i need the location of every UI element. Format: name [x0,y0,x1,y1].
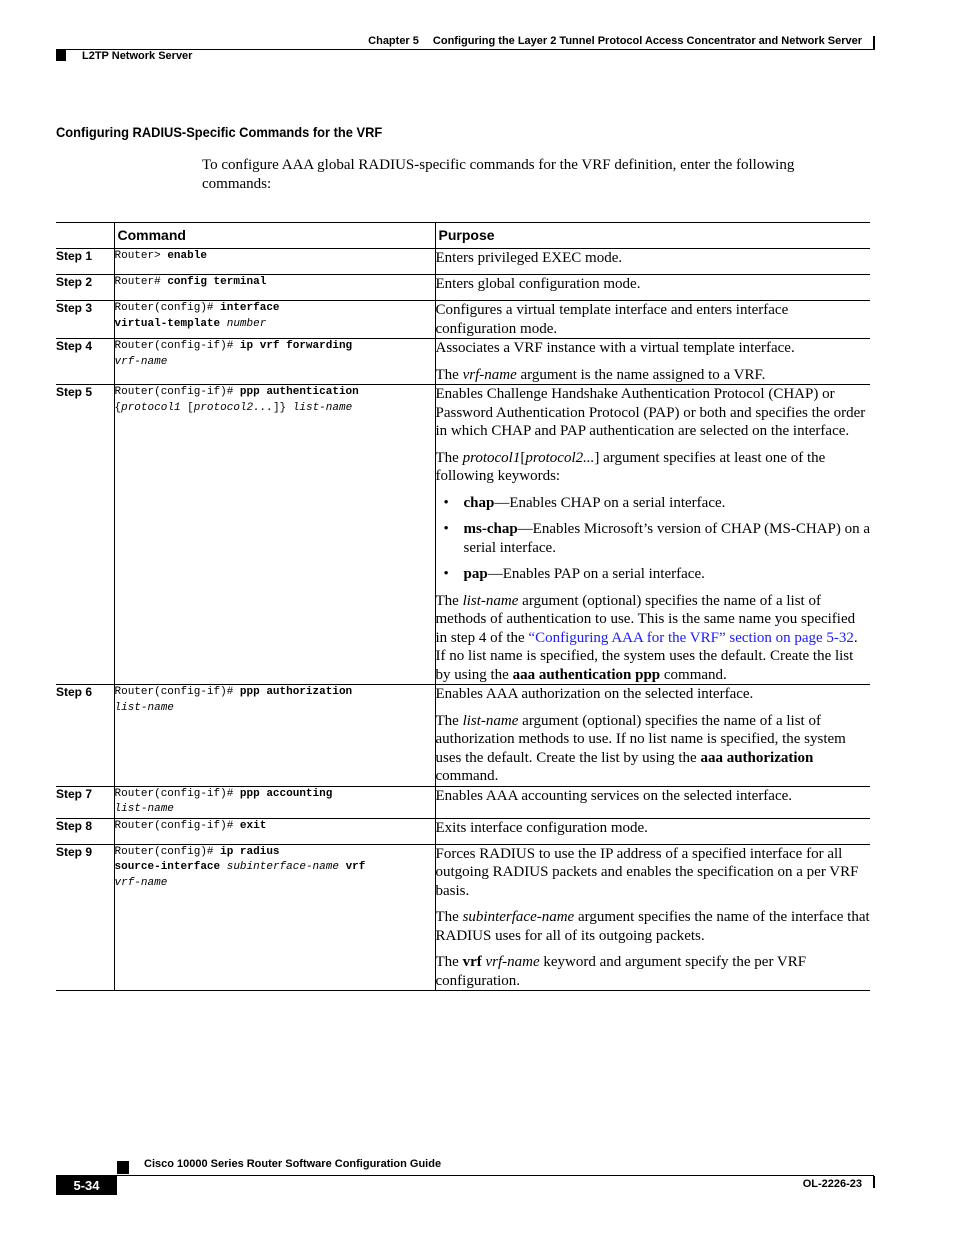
cmd-brace: { [114,401,122,414]
text-run: argument (optional) specifies the name of a list of authorization methods to use. If no list name is specified, the system uses the default. Create the list by using the [435,712,846,766]
cmd-argument: protocol2... [193,401,273,414]
purpose-cell [435,301,870,339]
purpose-cell [435,339,870,385]
text-run: ] argument specifies at least one of the following keywords: [435,449,826,484]
cmd-keyword: virtual-template [114,317,221,330]
purpose-text [436,449,871,486]
command-cell [114,685,435,787]
cross-reference-link[interactable]: “Configuring AAA for the VRF” section on page 5-32 [528,629,854,646]
purpose-text: Exits interface configuration mode. [435,819,648,836]
text-run: —Enables Microsoft’s version of CHAP (MS-CHAP) on a serial interface. [463,521,871,556]
argument-name: subinterface-name [462,909,575,925]
purpose-cell [435,249,870,275]
table-row [56,275,870,301]
purpose-header: Purpose [435,223,870,249]
footer-rule [56,1175,874,1176]
argument-name: protocol2... [525,449,595,466]
step-label: Step 1 [56,249,93,263]
list-item [436,494,871,513]
list-item [436,520,871,557]
steps-table [56,222,870,991]
text-run: The [435,366,463,383]
cmd-prompt: Router(config)# [114,302,221,314]
cmd-argument: list-name [114,803,174,815]
cmd-argument: list-name [114,701,174,714]
table-row [56,844,870,991]
text-run: command. [660,666,727,683]
purpose-cell [435,818,870,844]
text-run: The [435,954,463,970]
command-cell [114,385,435,685]
text-run: The [435,449,463,466]
list-item [436,565,871,584]
purpose-text [436,953,871,990]
text-run: The [435,592,463,609]
cmd-keyword: enable [167,250,207,262]
cmd-keyword: source-interface [114,861,221,873]
purpose-text [436,908,871,945]
command-cell [114,301,435,339]
command-cell [114,339,435,385]
command-header: Command [114,223,435,249]
header-bar [873,36,875,50]
step-label: Step 6 [56,685,93,699]
cmd-argument: subinterface-name [226,861,339,873]
text-run: [ [520,449,526,466]
bullet-icon: • [443,521,449,537]
step-label: Step 5 [56,385,93,399]
command-cell [114,786,435,818]
cmd-keyword: interface [220,302,280,314]
keyword: pap [463,566,488,582]
table-row [56,249,870,275]
cmd-keyword: config terminal [167,276,267,288]
cmd-keyword: ip radius [220,845,280,858]
step-label: Step 3 [56,301,93,315]
table-row [56,385,870,685]
purpose-cell [435,385,870,685]
command-cell [114,249,435,275]
purpose-text: Associates a VRF instance with a virtual template interface. [435,340,795,356]
cmd-prompt: Router(config-if)# [114,787,240,800]
cmd-keyword: exit [239,819,267,832]
page-number: 5-34 [56,1176,117,1195]
chapter-title: Configuring the Layer 2 Tunnel Protocol Access Concentrator and Network Server [432,35,862,47]
header-block [56,50,66,61]
cmd-prompt: Router(config)# [114,845,221,858]
text-run: —Enables PAP on a serial interface. [487,566,705,582]
command-cell [114,275,435,301]
purpose-cell [435,685,870,787]
footer-bar [873,1176,875,1188]
keyword: vrf [462,954,482,970]
step-label: Step 8 [56,818,93,833]
text-run: argument is the name assigned to a VRF. [516,366,766,383]
bullet-icon: • [443,566,449,582]
text-run: . If no list name is specified, the system uses the default. Create the list by using the [435,629,858,683]
table-header-row [56,223,870,249]
cmd-keyword: ppp authentication [239,386,359,398]
argument-name: list-name [462,592,519,609]
argument-name: protocol1 [462,449,521,466]
step-label: Step 4 [56,339,93,353]
text-run: The [435,909,463,925]
purpose-text: Forces RADIUS to use the IP address of a specified interface for all outgoing RADIUS packets and enables the specification on a per VRF basis. [435,845,859,899]
cmd-keyword: ip vrf forwarding [239,340,353,352]
step-label: Step 9 [56,844,93,859]
text-run: command. [435,768,499,784]
intro-paragraph: To configure AAA global RADIUS-specific commands for the VRF definition, enter the following commands: [202,157,795,192]
table-row [56,339,870,385]
cmd-argument: list-name [292,401,353,414]
purpose-cell [435,844,870,991]
section-title: Configuring RADIUS-Specific Commands for the VRF [56,124,383,140]
step-header [56,223,114,249]
cmd-keyword: ppp accounting [239,787,333,800]
table-row [56,685,870,787]
cmd-prompt: Router# [114,276,168,288]
argument-name: vrf-name [462,366,517,383]
keyword: aaa authentication ppp [512,666,661,683]
cmd-argument: vrf-name [114,876,168,889]
command-cell [114,844,435,991]
purpose-text: Configures a virtual template interface and enters interface configuration mode. [435,302,789,337]
text-run: —Enables CHAP on a serial interface. [494,494,726,511]
table-row [56,301,870,339]
footer-block [117,1161,129,1174]
keyword: aaa authorization [700,749,814,766]
purpose-text: Enables Challenge Handshake Authentication Protocol (CHAP) or Password Authentication Protocol (PAP) or both and specifies the order in which CHAP and PAP authentication are selected on the interface. [435,386,866,439]
table-row [56,786,870,818]
cmd-argument: protocol1 [121,401,181,414]
text-run: The [435,712,463,729]
command-cell [114,818,435,844]
keyword-list [436,494,871,584]
purpose-text: Enables AAA authorization on the selected interface. [435,686,754,702]
running-header [368,35,862,47]
cmd-prompt: Router(config-if)# [114,386,240,398]
cmd-prompt: Router(config-if)# [114,819,240,832]
purpose-cell [435,786,870,818]
cmd-bracket: ]} [272,401,293,414]
bullet-icon: • [443,494,449,511]
text-run: argument specifies the name of the interface that RADIUS uses for all of its outgoing packets. [435,909,870,944]
argument-name: list-name [462,712,519,729]
cmd-prompt: Router> [114,250,168,262]
keyword: chap [463,494,495,511]
guide-title: Cisco 10000 Series Router Software Configuration Guide [144,1158,442,1170]
cmd-argument: vrf-name [114,355,168,368]
section-header: L2TP Network Server [82,50,193,62]
cmd-argument: number [226,317,267,330]
purpose-text: Enables AAA accounting services on the selected interface. [435,787,793,804]
cmd-bracket: [ [180,401,194,414]
chapter-label: Chapter 5 [368,35,419,47]
document-code: OL-2226-23 [802,1178,862,1190]
purpose-text [436,712,871,786]
table-row [56,818,870,844]
cmd-keyword: ppp authorization [239,686,353,698]
purpose-text: Enters privileged EXEC mode. [435,250,623,266]
argument-name: vrf-name [485,954,540,970]
text-run: argument (optional) specifies the name of a list of methods of authentication to use. This is the same name you specified in step 4 of the [435,592,856,646]
text-run: keyword and argument specify the per VRF configuration. [435,954,807,989]
step-label: Step 7 [56,786,93,801]
purpose-cell [435,275,870,301]
purpose-text [436,592,871,685]
purpose-text: Enters global configuration mode. [435,276,641,292]
cmd-prompt: Router(config-if)# [114,340,240,352]
step-label: Step 2 [56,275,93,289]
purpose-text [436,366,871,385]
cmd-prompt: Router(config-if)# [114,686,240,698]
keyword: ms-chap [463,521,518,537]
cmd-keyword: vrf [345,861,366,873]
